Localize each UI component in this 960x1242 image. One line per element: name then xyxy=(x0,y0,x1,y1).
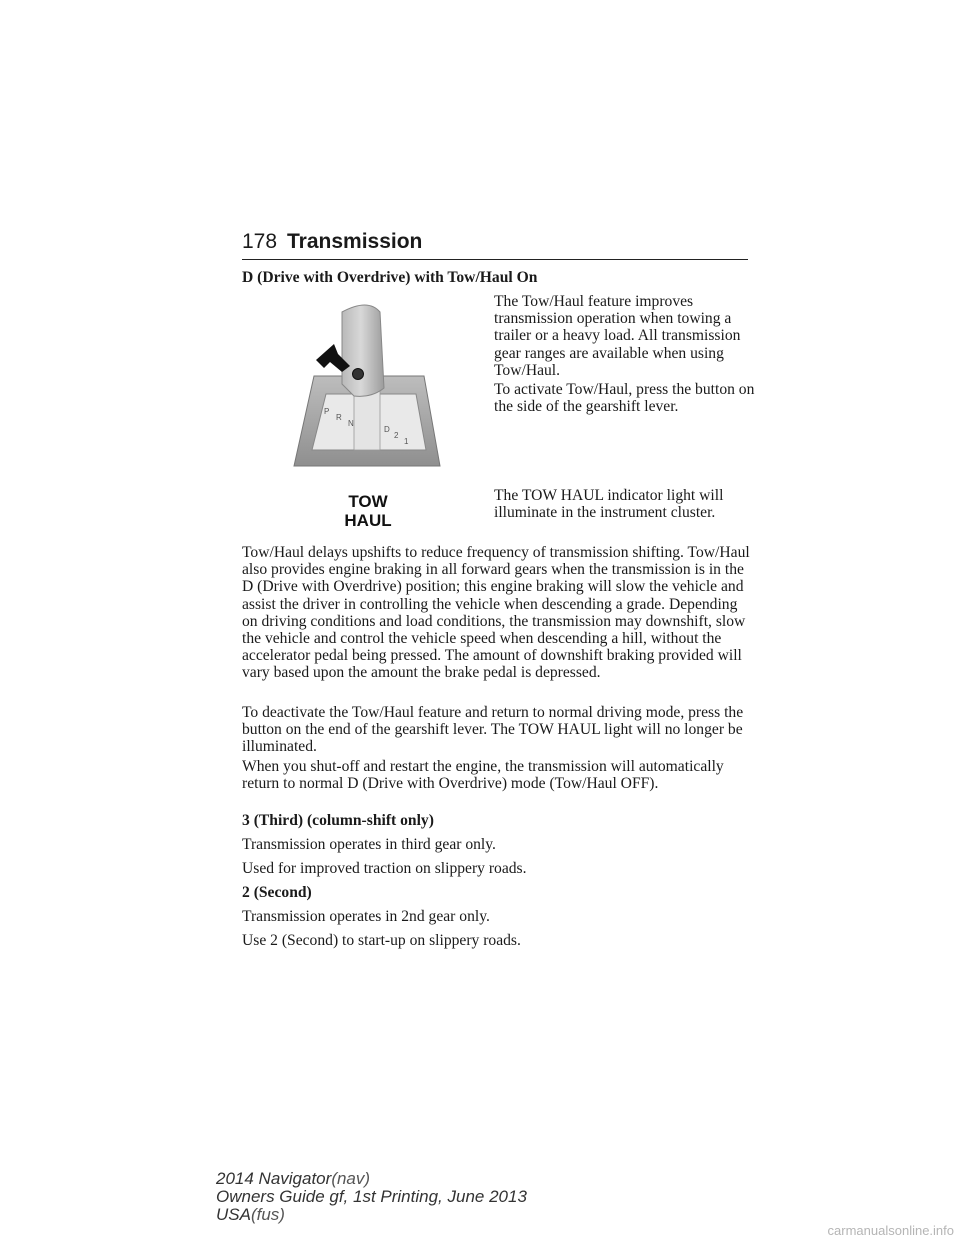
footer-guide: Owners Guide gf, 1st Printing, June 2013 xyxy=(216,1187,527,1206)
gate-letter: P xyxy=(324,407,330,416)
paragraph-activate: To activate Tow/Haul, press the button on the side of the gearshift lever. xyxy=(494,381,755,416)
gate-letter: 1 xyxy=(404,437,409,446)
gate-letter: D xyxy=(384,425,390,434)
gate-letter: R xyxy=(336,413,342,422)
heading-third: 3 (Third) (column-shift only) xyxy=(242,812,434,829)
paragraph-third-gear: Transmission operates in third gear only. xyxy=(242,836,496,853)
paragraph-start-up: Use 2 (Second) to start-up on slippery roads. xyxy=(242,932,521,949)
heading-second: 2 (Second) xyxy=(242,884,312,901)
section-title: Transmission xyxy=(287,230,423,253)
tow-haul-indicator-icon xyxy=(330,490,406,530)
paragraph-deactivate: To deactivate the Tow/Haul feature and return to normal driving mode, press the button on the end of the gearshift lever. The TOW HAUL light will no longer be illuminated. xyxy=(242,704,744,756)
paragraph-tow-haul-delays: Tow/Haul delays upshifts to reduce frequency of transmission shifting. Tow/Haul also provides engine braking in all forward gears when the transmission is in the D (Drive with Overdrive) position; this engine braking will slow the vehicle and assist the driver in controlling the vehicle when descending a grade. Depending on driving conditions and load conditions, the transmission may downshift, slow the vehicle and control the vehicle speed when descending a hill, without the accelerator pedal being pressed. The amount of downshift braking provided will vary based upon the amount the brake pedal is depressed. xyxy=(242,544,750,682)
gate-letter: N xyxy=(348,419,354,428)
footer-model-code: (nav) xyxy=(331,1169,371,1188)
footer-region-code: (fus) xyxy=(250,1205,285,1224)
paragraph-traction: Used for improved traction on slippery roads. xyxy=(242,860,527,877)
gearshift-lever-illustration xyxy=(276,298,456,474)
footer-region: USA xyxy=(216,1205,251,1224)
tow-haul-button xyxy=(353,369,364,380)
indicator-line-2: HAUL xyxy=(344,511,392,530)
lever-knob xyxy=(342,305,384,396)
heading-drive-tow-haul: D (Drive with Overdrive) with Tow/Haul On xyxy=(242,269,538,286)
paragraph-tow-haul-feature: The Tow/Haul feature improves transmission operation when towing a trailer or a heavy load. All transmission gear ranges are available when using Tow/Haul. xyxy=(494,293,741,379)
watermark: carmanualsonline.info xyxy=(827,1223,954,1238)
page-footer xyxy=(216,1170,527,1224)
page-number: 178 xyxy=(242,230,278,253)
header-rule xyxy=(242,259,748,260)
paragraph-second-gear: Transmission operates in 2nd gear only. xyxy=(242,908,490,925)
footer-model: 2014 Navigator xyxy=(216,1169,332,1188)
indicator-line-1: TOW xyxy=(348,492,388,511)
paragraph-restart: When you shut-off and restart the engine, the transmission will automatically return to normal D (Drive with Overdrive) mode (Tow/Haul OFF). xyxy=(242,758,724,793)
paragraph-indicator-light: The TOW HAUL indicator light will illuminate in the instrument cluster. xyxy=(494,487,724,522)
gate-letter: 2 xyxy=(394,431,399,440)
page-header xyxy=(242,228,748,262)
